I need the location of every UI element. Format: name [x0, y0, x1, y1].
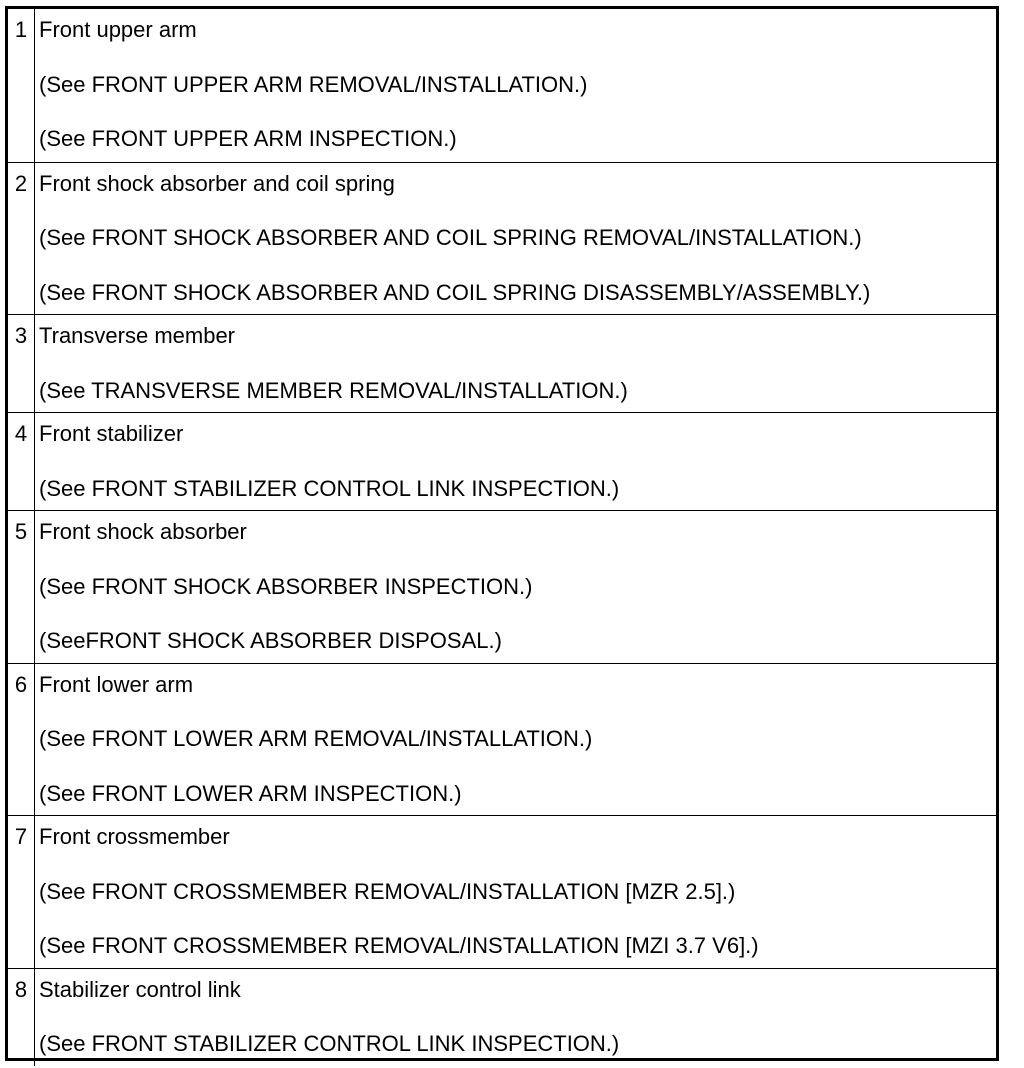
- table-row: [8, 9, 996, 162]
- table-row: [8, 510, 996, 663]
- parts-table: [5, 6, 999, 1061]
- item-title: Front shock absorber: [39, 519, 247, 544]
- item-title: Front crossmember: [39, 824, 230, 849]
- item-reference: (SeeFRONT SHOCK ABSORBER DISPOSAL.): [39, 628, 502, 653]
- item-content: [35, 315, 996, 412]
- item-number: 3: [8, 315, 35, 412]
- item-reference: (See FRONT UPPER ARM INSPECTION.): [39, 126, 457, 151]
- table-row: [8, 162, 996, 315]
- item-reference: (See FRONT CROSSMEMBER REMOVAL/INSTALLATION [MZR 2.5].): [39, 878, 736, 904]
- item-content: [35, 969, 996, 1066]
- item-reference: (See TRANSVERSE MEMBER REMOVAL/INSTALLATION.): [39, 377, 628, 403]
- item-content: [35, 413, 996, 510]
- item-number: 8: [8, 969, 35, 1066]
- item-content: [35, 816, 996, 968]
- item-reference: (See FRONT STABILIZER CONTROL LINK INSPECTION.): [39, 475, 620, 501]
- item-number: 7: [8, 816, 35, 968]
- item-number: 1: [8, 9, 35, 162]
- item-title: Front stabilizer: [39, 421, 184, 446]
- item-title: Front upper arm: [39, 17, 197, 42]
- item-reference: (See FRONT STABILIZER CONTROL LINK INSPECTION.): [39, 1031, 620, 1056]
- table-row: [8, 412, 996, 510]
- item-reference: (See FRONT SHOCK ABSORBER AND COIL SPRING REMOVAL/INSTALLATION.): [39, 225, 862, 250]
- item-reference: (See FRONT UPPER ARM REMOVAL/INSTALLATION.): [39, 71, 588, 97]
- table-row: [8, 663, 996, 816]
- item-number: 4: [8, 413, 35, 510]
- item-reference: (See FRONT SHOCK ABSORBER INSPECTION.): [39, 573, 533, 599]
- item-content: [35, 664, 996, 816]
- item-title: Front lower arm: [39, 671, 194, 697]
- table-row: [8, 815, 996, 968]
- item-content: [35, 163, 996, 315]
- item-reference: (See FRONT LOWER ARM REMOVAL/INSTALLATION.): [39, 726, 593, 751]
- item-number: 6: [8, 664, 35, 816]
- item-reference: (See FRONT CROSSMEMBER REMOVAL/INSTALLATION [MZI 3.7 V6].): [39, 933, 759, 958]
- item-title: Front shock absorber and coil spring: [39, 170, 395, 196]
- item-title: Transverse member: [39, 323, 236, 348]
- item-reference: (See FRONT SHOCK ABSORBER AND COIL SPRING DISASSEMBLY/ASSEMBLY.): [39, 279, 871, 305]
- table-row: [8, 968, 996, 1066]
- item-content: [35, 9, 996, 162]
- item-content: [35, 511, 996, 663]
- table-row: [8, 314, 996, 412]
- item-title: Stabilizer control link: [39, 976, 241, 1002]
- item-reference: (See FRONT LOWER ARM INSPECTION.): [39, 780, 462, 806]
- item-number: 5: [8, 511, 35, 663]
- item-number: 2: [8, 163, 35, 315]
